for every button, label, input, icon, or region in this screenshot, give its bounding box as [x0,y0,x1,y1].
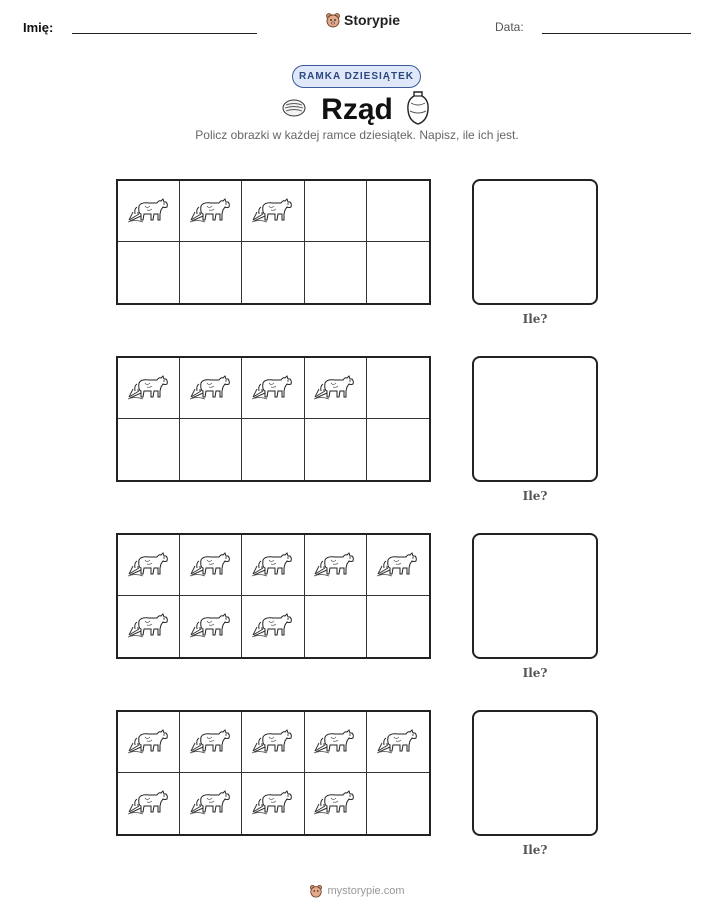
answer-label: Ile? [522,489,548,503]
ten-frame-cell [242,242,304,303]
ten-frame-cell [242,596,304,657]
ten-frame-cell [367,712,429,773]
worksheet-badge: RAMKA DZIESIĄTEK [292,65,421,88]
ten-frame-cell [367,181,429,242]
ten-frame-cell [180,596,242,657]
ten-frame-cell [242,181,304,242]
ox-with-plow-icon [376,725,420,760]
answer-box-3[interactable] [472,533,598,659]
ox-with-plow-icon [189,786,233,821]
ox-with-plow-icon [127,548,171,583]
ten-frame-cell [118,773,180,834]
ox-with-plow-icon [189,609,233,644]
ox-with-plow-icon [189,371,233,406]
ten-frame-cell [118,712,180,773]
ten-frame-cell [180,535,242,596]
ox-with-plow-icon [127,725,171,760]
ox-with-plow-icon [251,548,295,583]
ten-frame-cell [367,419,429,480]
page-title: Rząd [321,93,393,126]
ten-frame-cell [180,181,242,242]
ox-with-plow-icon [376,548,420,583]
footer-url: mystorypie.com [327,885,405,897]
ox-with-plow-icon [189,548,233,583]
ten-frame-cell [305,535,367,596]
ten-frame-cell [367,596,429,657]
ox-with-plow-icon [313,786,357,821]
ox-with-plow-icon [251,609,295,644]
answer-label: Ile? [522,843,548,857]
ox-with-plow-icon [251,786,295,821]
ten-frame-cell [305,181,367,242]
ten-frame-cell [180,712,242,773]
ten-frame-cell [305,358,367,419]
ox-with-plow-icon [127,609,171,644]
ten-frame-cell [180,242,242,303]
ten-frame-cell [118,419,180,480]
ten-frame-cell [305,242,367,303]
answer-label: Ile? [522,312,548,326]
ten-frame-cell [305,712,367,773]
ten-frame-cell [118,596,180,657]
ten-frame-2 [116,356,431,482]
ten-frame-cell [180,773,242,834]
ten-frame-cell [118,181,180,242]
answer-box-4[interactable] [472,710,598,836]
ten-frame-cell [305,596,367,657]
ten-frame-cell [242,712,304,773]
date-label: Data: [495,20,524,34]
ten-frame-cell [118,242,180,303]
ten-frame-cell [367,242,429,303]
ox-with-plow-icon [127,194,171,229]
ox-with-plow-icon [313,548,357,583]
brand-name: Storypie [344,12,401,28]
instructions: Policz obrazki w każdej ramce dziesiątek. Napisz, ile ich jest. [195,128,519,142]
ten-frame-1 [116,179,431,305]
ox-with-plow-icon [189,725,233,760]
answer-label: Ile? [522,666,548,680]
ox-with-plow-icon [127,371,171,406]
ox-with-plow-icon [313,371,357,406]
storypie-bear-logo-icon [309,884,323,898]
ten-frame-cell [367,358,429,419]
ten-frame-cell [242,535,304,596]
name-field[interactable] [72,33,257,34]
ten-frame-cell [242,358,304,419]
ox-with-plow-icon [313,725,357,760]
date-field[interactable] [542,33,691,34]
ten-frame-cell [180,358,242,419]
ten-frame-cell [367,535,429,596]
ten-frame-cell [180,419,242,480]
ten-frame-cell [305,419,367,480]
ten-frame-3 [116,533,431,659]
ox-with-plow-icon [251,371,295,406]
ox-with-plow-icon [127,786,171,821]
ox-with-plow-icon [251,194,295,229]
ox-with-plow-icon [251,725,295,760]
ox-with-plow-icon [189,194,233,229]
storypie-bear-logo-icon [325,12,341,28]
answer-box-1[interactable] [472,179,598,305]
brand-logo [325,12,400,28]
ten-frame-cell [118,358,180,419]
clay-jar-icon [405,90,431,126]
ten-frame-cell [367,773,429,834]
ten-frame-cell [118,535,180,596]
ten-frame-cell [242,773,304,834]
name-label: Imię: [23,20,54,35]
ten-frame-cell [305,773,367,834]
ten-frame-cell [242,419,304,480]
footer [0,884,714,898]
ten-frame-4 [116,710,431,836]
answer-box-2[interactable] [472,356,598,482]
